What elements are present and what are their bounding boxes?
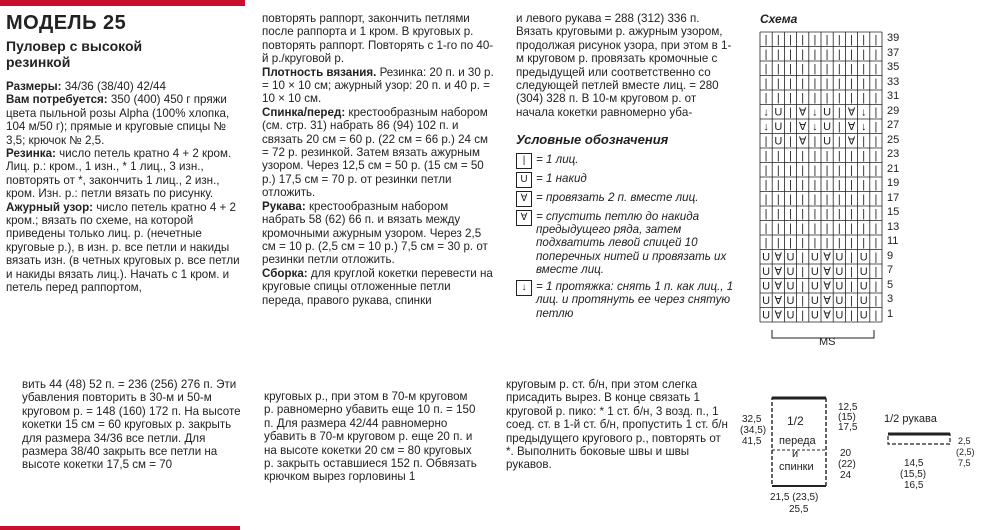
chart-cell-symbol: ↓	[763, 121, 769, 133]
chart-cell-symbol: |	[850, 266, 853, 278]
chart-cell-symbol: U	[774, 135, 783, 148]
chart-cell-symbol: |	[776, 92, 780, 104]
row-number: 15	[887, 206, 900, 218]
chart-cell-symbol: U	[823, 135, 832, 148]
chart-cell-symbol: ∀	[774, 280, 783, 293]
chart-cell-symbol: |	[801, 63, 805, 75]
diagram1-left1: 32,5	[742, 414, 762, 425]
chart-cell-symbol: ↓	[860, 106, 867, 119]
chart-cell-symbol: ∀	[798, 135, 807, 148]
chart-cell-symbol: U	[859, 280, 868, 293]
chart-cell-symbol: ∀	[847, 121, 856, 133]
chart-cell-symbol: |	[764, 222, 768, 235]
half-sleeve-shape	[886, 430, 956, 450]
chart-cell-symbol: |	[789, 222, 792, 235]
chart-cell-symbol: |	[837, 222, 841, 235]
chart-cell-symbol: |	[874, 92, 878, 104]
chart-cell-symbol: ↓	[763, 106, 769, 119]
chart-cell-symbol: ∀	[798, 106, 807, 119]
row-number: 13	[887, 220, 900, 233]
diagram2-b2: (15,5)	[900, 469, 927, 480]
chart-cell-symbol: |	[813, 193, 817, 206]
chart-cell-symbol: |	[776, 164, 780, 177]
chart-cell-symbol: |	[764, 48, 768, 61]
chart-cell-symbol: |	[789, 48, 792, 61]
chart-cell-symbol: |	[837, 121, 841, 133]
chart-cell-symbol: |	[837, 193, 841, 206]
chart-cell-symbol: |	[813, 179, 817, 191]
chart-cell-symbol: |	[825, 237, 829, 249]
chart-cell-symbol: |	[801, 237, 805, 249]
chart-cell-symbol: U	[859, 266, 868, 278]
chart-cell-symbol: |	[850, 63, 853, 75]
chart-cell-symbol: U	[774, 121, 783, 133]
chart-cell-symbol: |	[874, 164, 878, 177]
chart-cell-symbol: |	[789, 77, 792, 90]
chart-cell-symbol: |	[776, 63, 780, 75]
diagram1-name3: спинки	[779, 461, 814, 473]
chart-cell-symbol: U	[859, 295, 868, 307]
chart-cell-symbol: ∀	[847, 135, 856, 148]
row-number: 37	[887, 46, 900, 59]
chart-cell-symbol: U	[810, 309, 819, 322]
bottom-column-3: круговым р. ст. б/н, при этом слегка присадить вырез. В конце связать 1 круговой р. пико: * 1 ст. б/н, 3 возд. п., 1 соед. ст. в 1-й ст. б/н, пропустить 1 ст. б/н предыдущего кругового р., повторять от *. Выполнить боковые швы и швы рукавов.	[506, 378, 728, 472]
chart-cell-symbol: |	[764, 164, 768, 177]
chart-cell-symbol: |	[789, 193, 792, 206]
red-rule-bottom	[0, 526, 240, 530]
chart-cell-symbol: |	[850, 309, 853, 322]
legend-item-k2tog: ∀ = провязать 2 п. вместе лиц.	[516, 191, 736, 207]
chart-cell-symbol: |	[825, 164, 829, 177]
diagram2-b1: 14,5	[904, 458, 924, 469]
middle-column	[262, 12, 494, 307]
legend-item-yarnover: U = 1 накид	[516, 172, 736, 188]
row-number: 3	[887, 293, 894, 305]
chart-cell-symbol: |	[825, 179, 829, 191]
chart-cell-symbol: |	[862, 237, 866, 249]
chart-cell-symbol: U	[762, 266, 771, 278]
chart-cell-symbol: |	[874, 309, 878, 322]
diagram1-name1: переда	[779, 435, 816, 447]
ms-label: MS	[819, 336, 836, 348]
chart-cell-symbol: |	[801, 309, 805, 322]
row-number: 23	[887, 148, 900, 160]
chart-cell-symbol: |	[789, 208, 792, 220]
row-number: 25	[887, 133, 900, 146]
diagram1-right1: 12,5	[838, 402, 858, 413]
assembly-paragraph: Сборка: для круглой кокетки перевести на круговые спицы отложенные петли переда, правого рукава, спинки	[262, 266, 493, 307]
chart-cell-symbol: |	[874, 266, 878, 278]
chart-cell-symbol: |	[789, 63, 792, 75]
row-number: 21	[887, 162, 900, 175]
chart-cell-symbol: |	[862, 48, 866, 61]
chart-cell-symbol: |	[862, 77, 866, 90]
chart-cell-symbol: U	[835, 251, 844, 264]
chart-cell-symbol: ∀	[774, 266, 783, 278]
chart-cell-symbol: |	[825, 150, 829, 162]
chart-cell-symbol: |	[837, 63, 841, 75]
chart-cell-symbol: |	[789, 237, 792, 249]
chart-cell-symbol: |	[776, 237, 780, 249]
chart-cell-symbol: U	[762, 280, 771, 293]
chart-cell-symbol: U	[823, 121, 832, 133]
row-number: 19	[887, 177, 900, 189]
chart-cell-symbol: |	[862, 135, 866, 148]
chart-cell-symbol: |	[764, 237, 768, 249]
chart-cell-symbol: |	[776, 77, 780, 90]
chart-cell-symbol: |	[764, 179, 768, 191]
row-number: 35	[887, 61, 900, 73]
row-number: 31	[887, 90, 900, 102]
chart-cell-symbol: U	[810, 295, 819, 307]
diagram1-left2: (34,5)	[740, 425, 767, 436]
chart-cell-symbol: |	[825, 77, 829, 90]
chart-cell-symbol: |	[862, 208, 866, 220]
chart-cell-symbol: |	[850, 208, 853, 220]
chart-cell-symbol: U	[786, 309, 795, 322]
chart-cell-symbol: |	[850, 48, 853, 61]
diagram1-half: 1/2	[787, 414, 804, 428]
chart-cell-symbol: U	[859, 251, 868, 264]
density-paragraph: Плотность вязания. Резинка: 20 п. и 30 р. = 10 × 10 см; ажурный узор: 20 п. и 40 р. = 10 × 10 см.	[262, 65, 494, 106]
diagram1-right3: 17,5	[838, 422, 858, 433]
row-number: 7	[887, 264, 894, 276]
chart-cell-symbol: |	[874, 34, 878, 46]
chart-cell-symbol: |	[862, 92, 866, 104]
diagram1-name2: и	[792, 448, 799, 460]
legend-title: Условные обозначения	[516, 132, 669, 148]
chart-cell-symbol: |	[862, 34, 866, 46]
chart-cell-symbol: |	[789, 135, 792, 148]
chart-cell-symbol: |	[837, 208, 841, 220]
diagram1-right6: 24	[840, 470, 852, 481]
chart-cell-symbol: |	[813, 164, 817, 177]
chart-cell-symbol: |	[813, 48, 817, 61]
chart-cell-symbol: ∀	[823, 280, 831, 293]
chart-cell-symbol: |	[837, 179, 841, 191]
chart-cell-symbol: ↓	[812, 121, 818, 133]
chart-cell-symbol: |	[850, 164, 853, 177]
chart-cell-symbol: |	[825, 34, 829, 46]
chart-cell-symbol: |	[813, 222, 817, 235]
skp-arrow-icon: ↓	[516, 280, 532, 296]
chart-cell-symbol: |	[825, 48, 829, 61]
chart-cell-symbol: |	[801, 77, 805, 90]
chart-cell-symbol: |	[837, 34, 841, 46]
chart-cell-symbol: |	[862, 63, 866, 75]
chart-cell-symbol: ∀	[774, 309, 783, 322]
rib-paragraph: Резинка: число петель кратно 4 + 2 кром. Лиц. р.: кром., 1 изн., * 1 лиц., 3 изн., повторять от *, закончить 1 лиц., 2 изн., кром. Изн. р.: петли вязать по рисунку.	[6, 147, 232, 201]
chart-cell-symbol: |	[801, 193, 805, 206]
chart-cell-symbol: |	[801, 295, 805, 307]
chart-cell-symbol: |	[764, 150, 768, 162]
chart-cell-symbol: |	[850, 295, 853, 307]
chart-cell-symbol: |	[776, 193, 780, 206]
chart-cell-symbol: |	[850, 77, 853, 90]
chart-cell-symbol: |	[874, 150, 878, 162]
drop-stitch-icon: ∀	[516, 210, 532, 226]
chart-cell-symbol: |	[850, 179, 853, 191]
chart-cell-symbol: |	[813, 237, 817, 249]
row-number: 1	[887, 307, 894, 320]
chart-cell-symbol: |	[874, 251, 878, 264]
chart-cell-symbol: |	[862, 222, 866, 235]
chart-cell-symbol: U	[786, 251, 795, 264]
chart-cell-symbol: ∀	[774, 251, 783, 264]
chart-cell-symbol: |	[837, 106, 841, 119]
chart-cell-symbol: |	[789, 179, 792, 191]
chart-cell-symbol: |	[837, 150, 841, 162]
chart-cell-symbol: |	[776, 48, 780, 61]
chart-cell-symbol: U	[810, 266, 819, 278]
chart-cell-symbol: |	[813, 34, 817, 46]
sizes-paragraph: Размеры: 34/36 (38/40) 42/44	[6, 80, 166, 93]
legend-item-knit: | = 1 лиц.	[516, 153, 736, 169]
chart-cell-symbol: |	[764, 193, 768, 206]
mid-paragraph-1: повторять раппорт, закончить петлями после раппорта и 1 кром. В круговых р. повторять раппорт. Повторять с 1-го по 40-й р./круговой р.	[262, 12, 494, 66]
chart-cell-symbol: |	[776, 150, 780, 162]
lace-paragraph: Ажурный узор: число петель кратно 4 + 2 кром.; вязать по схеме, на которой приведены только лиц. р. (нечетные круговые р.), в изн. р. все петли и накиды вязать изн. (в четных круговых р. все петли и накиды вязать лиц.). Начать с 1 кром. и петель перед раппортом,	[6, 200, 240, 295]
chart-cell-symbol: |	[813, 135, 817, 148]
chart-cell-symbol: |	[850, 34, 853, 46]
row-number: 27	[887, 119, 900, 131]
chart-cell-symbol: U	[835, 280, 844, 293]
chart-cell-symbol: |	[813, 63, 817, 75]
chart-cell-symbol: U	[762, 251, 771, 264]
chart-cell-symbol: |	[789, 106, 792, 119]
chart-cell-symbol: |	[789, 121, 792, 133]
sleeves-paragraph: Рукава: крестообразным набором набрать 58 (62) 66 п. и вязать между кромочными ажурным узором. Через 2,5 см = 10 р. (2,5 см = 10 р.) 7,5 см = 30 р. от резинки петли отложить.	[262, 199, 488, 267]
chart-cell-symbol: |	[850, 150, 853, 162]
row-number: 29	[887, 104, 900, 117]
chart-cell-symbol: |	[764, 92, 768, 104]
diagram1-right4: 20	[840, 448, 852, 459]
chart-cell-symbol: |	[825, 208, 829, 220]
chart-cell-symbol: |	[862, 193, 866, 206]
diagram1-right5: (22)	[838, 459, 856, 470]
right-column	[516, 12, 736, 323]
chart-cell-symbol: |	[801, 251, 805, 264]
chart-cell-symbol: |	[874, 193, 878, 206]
chart-cell-symbol: |	[813, 77, 817, 90]
chart-cell-symbol: |	[801, 150, 805, 162]
chart-cell-symbol: |	[764, 208, 768, 220]
chart-cell-symbol: U	[774, 106, 783, 119]
chart-cell-symbol: ∀	[823, 295, 831, 307]
chart-cell-symbol: |	[850, 251, 853, 264]
chart-cell-symbol: |	[825, 92, 829, 104]
chart-cell-symbol: |	[874, 121, 878, 133]
chart-cell-symbol: |	[837, 135, 841, 148]
model-subtitle-1: Пуловер с высокой	[6, 38, 143, 54]
row-number: 5	[887, 278, 894, 291]
chart-cell-symbol: |	[874, 63, 878, 75]
chart-cell-symbol: U	[835, 295, 844, 307]
row-number: 39	[887, 32, 900, 44]
diagram2-r1: 2,5	[958, 436, 971, 446]
chart-cell-symbol: |	[850, 193, 853, 206]
chart-cell-symbol: |	[813, 208, 817, 220]
red-rule-top	[0, 0, 245, 6]
chart-cell-symbol: |	[813, 150, 817, 162]
chart-cell-symbol: |	[862, 164, 866, 177]
diagram1-right2: (15)	[838, 412, 856, 423]
row-number: 33	[887, 75, 900, 88]
bottom-column-1: вить 44 (48) 52 п. = 236 (256) 276 п. Эти убавления повторить в 30-м и 50-м круговом р. = 148 (160) 172 п. На высоте кокетки 15 см = 60 круговых р. закрыть для размера 34/36 все петли. Для размера 38/40 закрыть все петли на высоте кокетки 17,5 см = 70	[22, 378, 241, 472]
row-number: 9	[887, 249, 894, 262]
diagram2-title: 1/2 рукава	[884, 413, 937, 425]
chart-cell-symbol: |	[764, 135, 768, 148]
chart-cell-symbol: |	[837, 48, 841, 61]
chart-cell-symbol: ∀	[774, 295, 783, 307]
chart-cell-symbol: |	[850, 280, 853, 293]
chart-cell-symbol: |	[801, 179, 805, 191]
legend-item-drop: ∀ = спустить петлю до накида предыдущего ряда, затем подхватить левой спицей 10 поперечных нитей и провязать их вместе лиц.	[516, 210, 736, 277]
chart-cell-symbol: |	[825, 222, 829, 235]
chart-cell-symbol: ∀	[798, 121, 807, 133]
chart-cell-symbol: |	[776, 222, 780, 235]
diagram2-r3: 7,5	[958, 458, 971, 468]
chart-cell-symbol: ∀	[823, 251, 831, 264]
diagram2-r2: (2,5)	[956, 447, 975, 457]
chart-cell-symbol: |	[850, 237, 853, 249]
chart-cell-symbol: |	[850, 92, 853, 104]
chart-cell-symbol: U	[835, 266, 844, 278]
chart-cell-symbol: |	[776, 34, 780, 46]
diagram1-bottom2: 25,5	[789, 504, 809, 515]
chart-cell-symbol: |	[874, 295, 878, 307]
chart-cell-symbol: |	[789, 92, 792, 104]
chart-cell-symbol: |	[874, 280, 878, 293]
chart-cell-symbol: |	[874, 222, 878, 235]
schema-title: Схема	[760, 12, 798, 26]
chart-cell-symbol: |	[776, 179, 780, 191]
chart-cell-symbol: |	[837, 77, 841, 90]
back-front-paragraph: Спинка/перед: крестообразным набором (см. стр. 31) набрать 86 (94) 102 п. и связать 20 см = 60 р. (22 см = 66 р.) 24 см = 72 р. резинкой. Затем вязать ажурным узором. Через 12,5 см = 50 р. (15 см = 50 р.) 17,5 см = 70 р. от резинки петли отложить.	[262, 105, 488, 200]
diagram2-b3: 16,5	[904, 480, 924, 491]
chart-cell-symbol: |	[801, 34, 805, 46]
chart-cell-symbol: U	[859, 309, 868, 322]
chart-cell-symbol: |	[874, 237, 878, 249]
chart-cell-symbol: |	[801, 266, 805, 278]
chart-cell-symbol: |	[850, 222, 853, 235]
model-subtitle-2: резинкой	[6, 54, 71, 70]
row-number: 17	[887, 191, 900, 204]
left-column	[6, 12, 246, 295]
chart-cell-symbol: |	[776, 208, 780, 220]
bottom-column-2: круговых р., при этом в 70-м круговом р. равномерно убавить еще 10 п. = 150 п. Для размера 42/44 равномерно убавить в 70-м круговом р. еще 20 п. и на высоте кокетки 20 см = 80 круговых р. закрыть оставшиеся 152 п. Обвязать крючком вырез горловины 1	[264, 390, 477, 484]
chart-cell-symbol: |	[837, 92, 841, 104]
chart-cell-symbol: ∀	[823, 309, 831, 322]
chart-cell-symbol: |	[801, 92, 805, 104]
chart-cell-symbol: U	[835, 309, 844, 322]
chart-cell-symbol: U	[810, 251, 819, 264]
diagram1-left3: 41,5	[742, 436, 762, 447]
chart-cell-symbol: U	[823, 106, 832, 119]
chart-cell-symbol: |	[825, 193, 829, 206]
chart-cell-symbol: U	[762, 309, 771, 322]
chart-cell-symbol: |	[764, 77, 768, 90]
chart-cell-symbol: |	[801, 222, 805, 235]
chart-cell-symbol: |	[874, 179, 878, 191]
chart-cell-symbol: |	[874, 208, 878, 220]
chart-cell-symbol: |	[789, 164, 792, 177]
chart-cell-symbol: U	[786, 280, 795, 293]
chart-cell-symbol: |	[874, 48, 878, 61]
chart-cell-symbol: ↓	[860, 121, 867, 133]
chart-cell-symbol: |	[825, 63, 829, 75]
legend-item-skp: ↓ = 1 протяжка: снять 1 п. как лиц., 1 лиц. и протянуть ее через снятую петлю	[516, 280, 736, 320]
chart-cell-symbol: U	[786, 266, 795, 278]
chart-cell-symbol: U	[762, 295, 771, 307]
chart-cell-symbol: |	[874, 77, 878, 90]
chart-cell-symbol: |	[837, 237, 841, 249]
chart-cell-symbol: U	[810, 280, 819, 293]
chart-cell-symbol: ∀	[823, 266, 831, 278]
chart-cell-symbol: |	[801, 48, 805, 61]
right-paragraph-1: и левого рукава = 288 (312) 336 п. Вязать круговыми р. ажурным узором, продолжая рисунок узора, при этом в 1-м круговом р. провязать кромочные с предыдущей или соответственно со следующей петлей вместе лиц. = 280 (304) 328 п. В 10-м круговом р. от начала кокетки равномерно убa-	[516, 12, 732, 119]
chart-cell-symbol: ↓	[812, 106, 818, 119]
chart-cell-symbol: ∀	[847, 106, 856, 119]
chart-cell-symbol: |	[801, 164, 805, 177]
knit-stitch-icon: |	[516, 153, 532, 169]
chart-cell-symbol: |	[874, 106, 878, 119]
row-number: 11	[887, 235, 899, 247]
chart-cell-symbol: |	[764, 34, 768, 46]
chart-cell-symbol: |	[789, 150, 792, 162]
chart-cell-symbol: |	[813, 92, 817, 104]
chart-cell-symbol: U	[786, 295, 795, 307]
chart-cell-symbol: |	[801, 280, 805, 293]
chart-cell-symbol: |	[764, 63, 768, 75]
chart-cell-symbol: |	[874, 135, 878, 148]
chart-cell-symbol: |	[789, 34, 792, 46]
materials-paragraph: Вам потребуется: 350 (400) 450 г пряжи цвета пыльной розы Alpha (100% хлопка, 104 м/50 г); прямые и круговые спицы № 3,5; крючок № 2,5.	[6, 93, 230, 147]
model-title: МОДЕЛЬ 25	[6, 12, 127, 34]
knitting-chart	[758, 30, 884, 330]
k2tog-icon: ∀	[516, 191, 532, 207]
chart-cell-symbol: |	[801, 208, 805, 220]
diagram1-bottom1: 21,5 (23,5)	[770, 492, 819, 503]
yarn-over-icon: U	[516, 172, 532, 188]
chart-cell-symbol: |	[862, 179, 866, 191]
chart-cell-symbol: |	[837, 164, 841, 177]
chart-cell-symbol: |	[862, 150, 866, 162]
